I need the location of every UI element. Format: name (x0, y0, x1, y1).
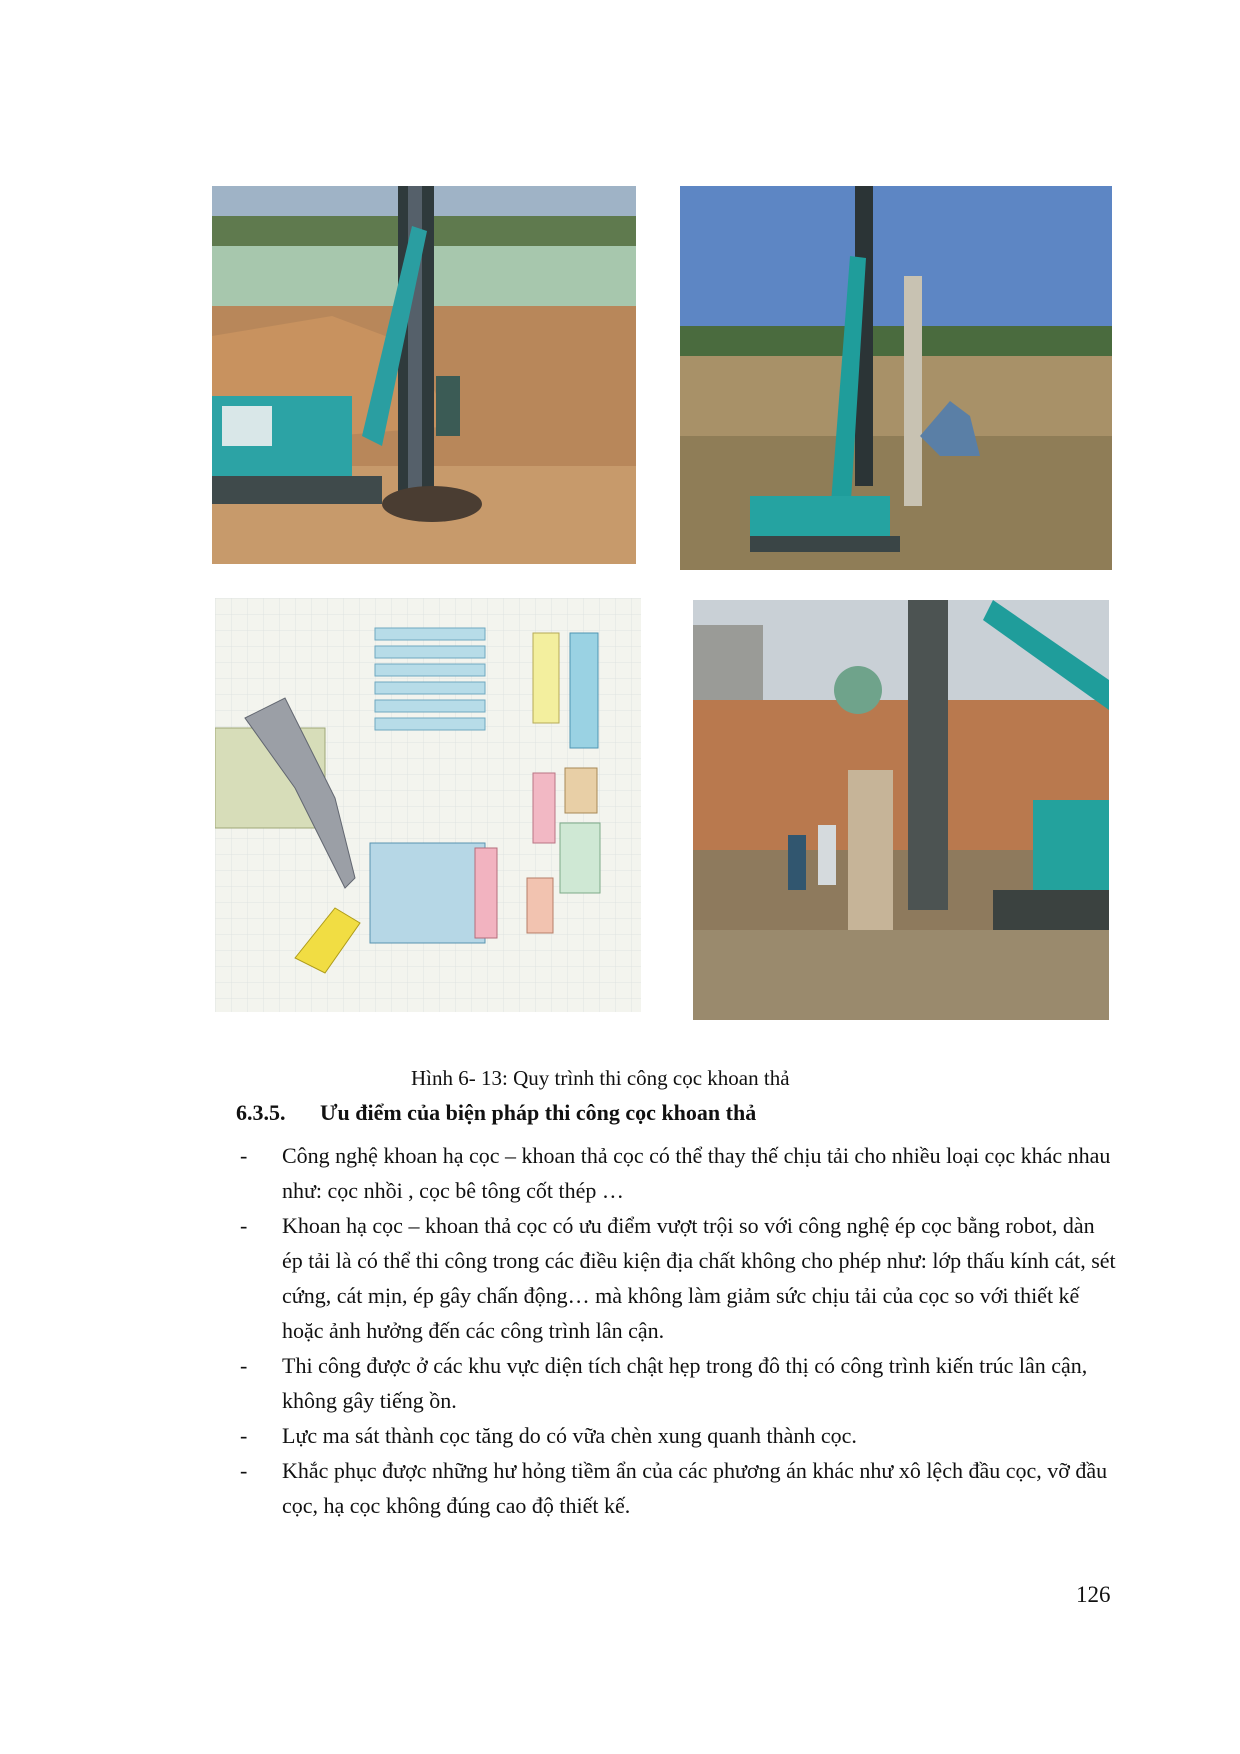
drilling-rig-photo-pile (680, 186, 1112, 570)
page-number: 126 (1076, 1582, 1111, 1607)
list-item-text: Khắc phục được những hư hỏng tiềm ẩn của các phương án khác như xô lệch đầu cọc, vỡ đầu cọc, hạ cọc không đúng cao độ thiết kế. (282, 1458, 1108, 1518)
list-item-text: Khoan hạ cọc – khoan thả cọc có ưu điểm vượt trội so với công nghệ ép cọc bằng robot, dàn ép tải là có thể thi công trong các điều kiện địa chất không cho phép như: lớp thấu kính cát, sét cứng, cát mịn, ép gây chấn động… mà không làm giảm sức chịu tải của cọc so với thiết kế hoặc ảnh hưởng đến các công trình lân cận. (282, 1213, 1116, 1343)
list-item (236, 1138, 1116, 1208)
section-number: 6.3.5. (236, 1100, 286, 1125)
bullet-marker: - (240, 1213, 248, 1238)
site-plan-diagram (215, 598, 641, 1012)
list-item (236, 1208, 1116, 1348)
list-item (236, 1348, 1116, 1418)
list-item-text: Thi công được ở các khu vực diện tích chật hẹp trong đô thị có công trình kiến trúc lân cận, không gây tiếng ồn. (282, 1353, 1088, 1413)
drilling-rig-photo-lake (212, 186, 636, 564)
bullet-marker: - (240, 1353, 248, 1378)
bullet-marker: - (240, 1143, 248, 1168)
list-item (236, 1418, 1116, 1453)
figure-caption: Hình 6- 13: Quy trình thi công cọc khoan thả (411, 1066, 790, 1090)
advantages-list (236, 1138, 1116, 1523)
drilling-rig-photo-workers (693, 600, 1109, 1020)
list-item-text: Công nghệ khoan hạ cọc – khoan thả cọc có thể thay thế chịu tải cho nhiều loại cọc khác nhau như: cọc nhồi , cọc bê tông cốt thép … (282, 1143, 1111, 1203)
section-title: Ưu điểm của biện pháp thi công cọc khoan thả (320, 1100, 757, 1125)
bullet-marker: - (240, 1423, 248, 1448)
list-item (236, 1453, 1116, 1523)
bullet-marker: - (240, 1458, 248, 1483)
section-heading (236, 1100, 756, 1126)
list-item-text: Lực ma sát thành cọc tăng do có vữa chèn xung quanh thành cọc. (282, 1423, 857, 1448)
